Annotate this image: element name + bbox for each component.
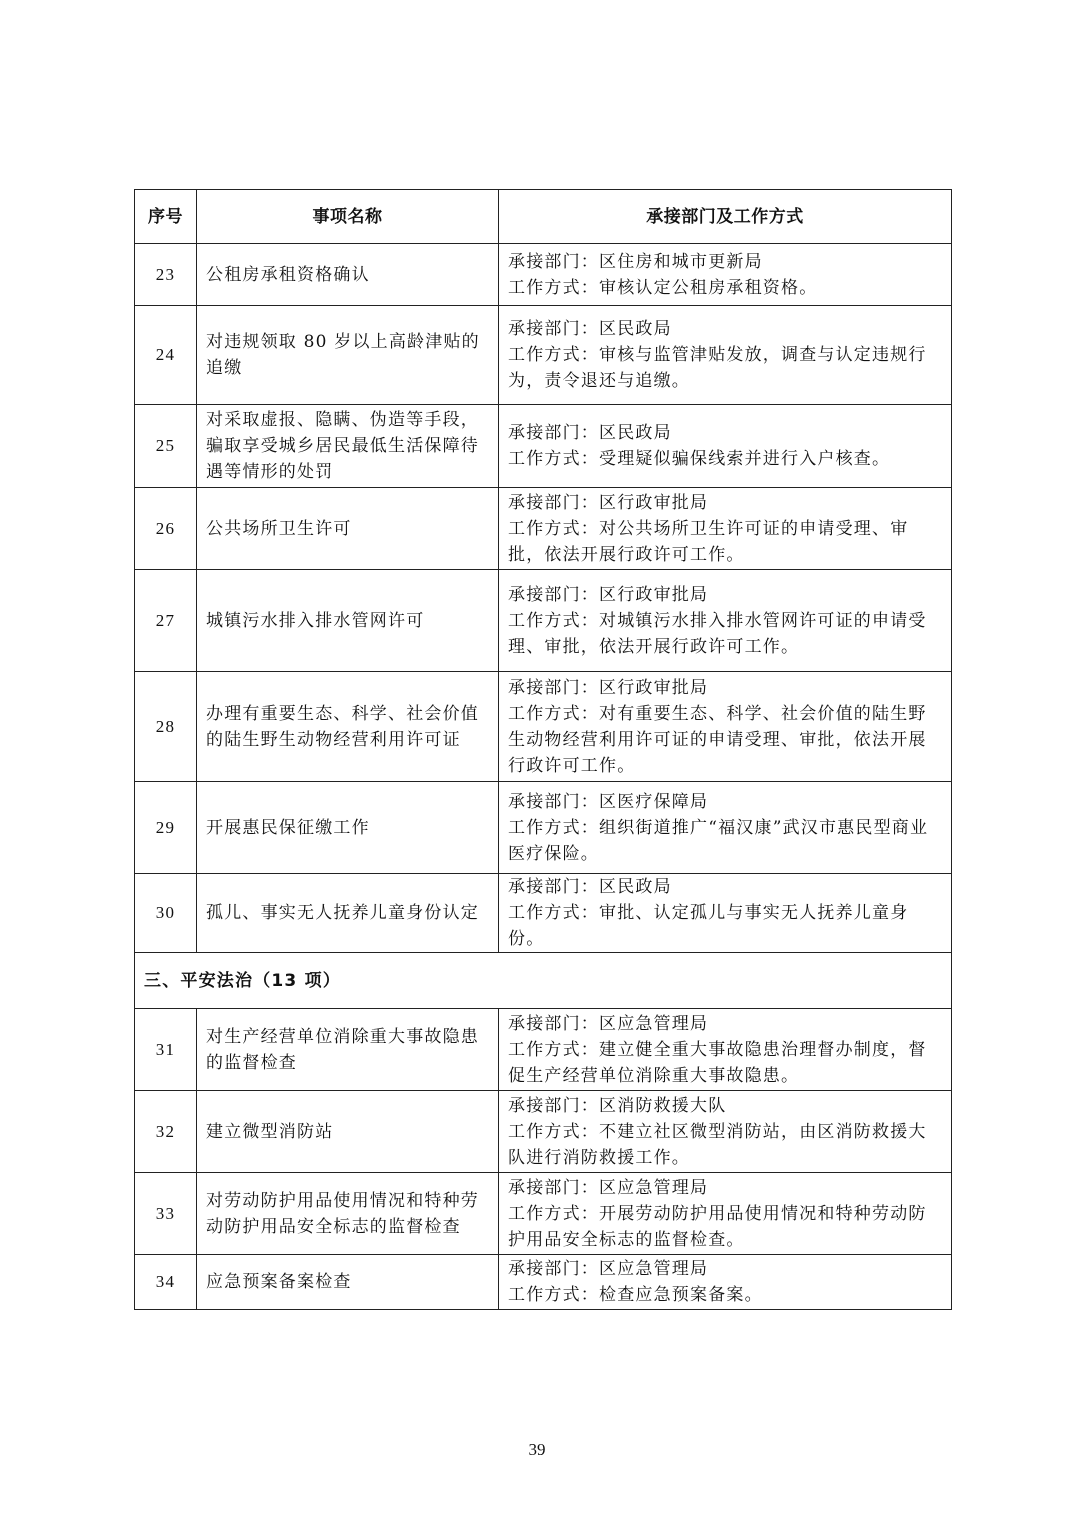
row-number: 24 xyxy=(135,306,197,405)
header-item-name: 事项名称 xyxy=(197,190,499,244)
table-body-part2 xyxy=(135,1009,952,1310)
table-row xyxy=(135,1009,952,1091)
method-line: 工作方式：组织街道推广“福汉康”武汉市惠民型商业医疗保险。 xyxy=(508,817,929,864)
row-number: 27 xyxy=(135,570,197,672)
header-number: 序号 xyxy=(135,190,197,244)
method-line: 工作方式：审批、认定孤儿与事实无人抚养儿童身份。 xyxy=(508,903,909,949)
department-method-cell xyxy=(499,1173,952,1255)
item-name: 城镇污水排入排水管网许可 xyxy=(197,570,499,672)
department-line: 承接部门：区行政审批局 xyxy=(508,677,709,698)
item-name: 对采取虚报、隐瞒、伪造等手段，骗取享受城乡居民最低生活保障待遇等情形的处罚 xyxy=(197,405,499,488)
page-number: 39 xyxy=(528,1440,546,1459)
department-method-cell xyxy=(499,1255,952,1310)
row-number: 32 xyxy=(135,1091,197,1173)
table-row xyxy=(135,306,952,405)
table-row xyxy=(135,488,952,570)
method-line: 工作方式：不建立社区微型消防站，由区消防救援大队进行消防救援工作。 xyxy=(508,1121,927,1168)
item-name: 公共场所卫生许可 xyxy=(197,488,499,570)
item-name: 孤儿、事实无人抚养儿童身份认定 xyxy=(197,874,499,953)
table-row xyxy=(135,244,952,306)
department-line: 承接部门：区住房和城市更新局 xyxy=(508,251,763,272)
department-line: 承接部门：区民政局 xyxy=(508,877,672,897)
department-line: 承接部门：区消防救援大队 xyxy=(508,1095,727,1116)
section-title: 三、平安法治（13 项） xyxy=(135,953,952,1009)
item-name: 办理有重要生态、科学、社会价值的陆生野生动物经营利用许可证 xyxy=(197,672,499,782)
department-line: 承接部门：区应急管理局 xyxy=(508,1259,709,1279)
row-number: 29 xyxy=(135,782,197,874)
header-department-method: 承接部门及工作方式 xyxy=(499,190,952,244)
method-line: 工作方式：审核与监管津贴发放，调查与认定违规行为，责令退还与追缴。 xyxy=(508,345,927,391)
table-header-row xyxy=(135,190,952,244)
department-line: 承接部门：区行政审批局 xyxy=(508,492,709,513)
method-line: 工作方式：对公共场所卫生许可证的申请受理、审批，依法开展行政许可工作。 xyxy=(508,518,909,565)
method-line: 工作方式：审核认定公租房承租资格。 xyxy=(508,277,818,298)
department-method-cell xyxy=(499,672,952,782)
table-row xyxy=(135,1091,952,1173)
method-line: 工作方式：受理疑似骗保线索并进行入户核查。 xyxy=(508,449,891,469)
department-method-cell xyxy=(499,244,952,306)
table-row xyxy=(135,782,952,874)
item-name: 公租房承租资格确认 xyxy=(197,244,499,306)
row-number: 30 xyxy=(135,874,197,953)
method-line: 工作方式：开展劳动防护用品使用情况和特种劳动防护用品安全标志的监督检查。 xyxy=(508,1203,927,1250)
row-number: 26 xyxy=(135,488,197,570)
table-row xyxy=(135,1255,952,1310)
item-name: 应急预案备案检查 xyxy=(197,1255,499,1310)
section-row xyxy=(135,953,952,1009)
method-line: 工作方式：检查应急预案备案。 xyxy=(508,1285,763,1305)
department-method-cell xyxy=(499,306,952,405)
department-method-cell xyxy=(499,488,952,570)
item-name: 开展惠民保征缴工作 xyxy=(197,782,499,874)
department-method-cell xyxy=(499,782,952,874)
item-name: 建立微型消防站 xyxy=(197,1091,499,1173)
table-body-part1 xyxy=(135,244,952,953)
row-number: 33 xyxy=(135,1173,197,1255)
department-line: 承接部门：区医疗保障局 xyxy=(508,791,709,812)
department-line: 承接部门：区应急管理局 xyxy=(508,1013,709,1034)
item-name: 对生产经营单位消除重大事故隐患的监督检查 xyxy=(197,1009,499,1091)
table-row xyxy=(135,570,952,672)
row-number: 25 xyxy=(135,405,197,488)
department-method-cell xyxy=(499,874,952,953)
department-method-cell xyxy=(499,1091,952,1173)
department-line: 承接部门：区应急管理局 xyxy=(508,1177,709,1198)
row-number: 34 xyxy=(135,1255,197,1310)
method-line: 工作方式：对城镇污水排入排水管网许可证的申请受理、审批，依法开展行政许可工作。 xyxy=(508,610,927,657)
row-number: 31 xyxy=(135,1009,197,1091)
table-row xyxy=(135,672,952,782)
row-number: 28 xyxy=(135,672,197,782)
department-line: 承接部门：区民政局 xyxy=(508,319,672,339)
method-line: 工作方式：建立健全重大事故隐患治理督办制度，督促生产经营单位消除重大事故隐患。 xyxy=(508,1039,927,1086)
item-name: 对违规领取 80 岁以上高龄津贴的追缴 xyxy=(197,306,499,405)
table-row xyxy=(135,874,952,953)
department-line: 承接部门：区行政审批局 xyxy=(508,584,709,605)
department-method-cell xyxy=(499,570,952,672)
item-name: 对劳动防护用品使用情况和特种劳动防护用品安全标志的监督检查 xyxy=(197,1173,499,1255)
department-line: 承接部门：区民政局 xyxy=(508,423,672,443)
table-row xyxy=(135,1173,952,1255)
items-table xyxy=(134,189,952,1310)
method-line: 工作方式：对有重要生态、科学、社会价值的陆生野生动物经营利用许可证的申请受理、审批，依法开展行政许可工作。 xyxy=(508,703,927,776)
table-row xyxy=(135,405,952,488)
section-body xyxy=(135,953,952,1009)
row-number: 23 xyxy=(135,244,197,306)
department-method-cell xyxy=(499,1009,952,1091)
department-method-cell xyxy=(499,405,952,488)
